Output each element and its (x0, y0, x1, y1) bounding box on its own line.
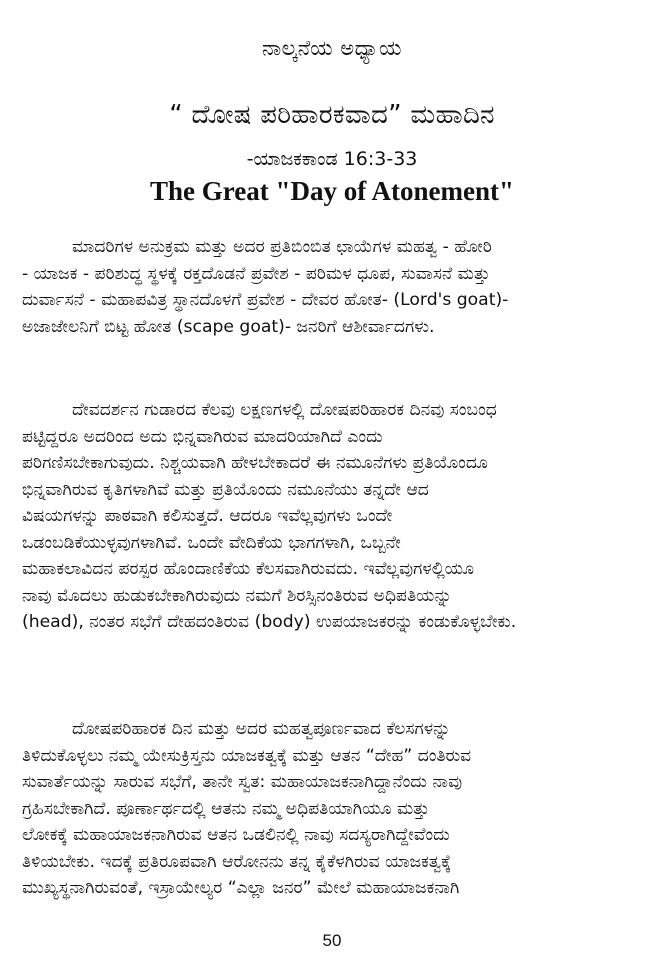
paragraph-line: ದೋಷಪರಿಹಾರಕ ದಿನ ಮತ್ತು ಅದರ ಮಹತ್ವಪೂರ್ಣವಾದ ಕೆಲಸಗಳನ್ನು (72, 719, 451, 739)
page-number: 50 (322, 931, 342, 950)
scripture-reference: -ಯಾಜಕಕಾಂಡ 16:3-33 (246, 148, 418, 170)
paragraph-line: ಮಹಾಕಲಾವಿದನ ಪರಸ್ಪರ ಹೊಂದಾಣಿಕೆಯ ಕೆಲಸವಾಗಿರುವದು. ಇವೆಲ್ಲವುಗಳಲ್ಲಿಯೂ (22, 559, 475, 579)
paragraph-line: ಭಿನ್ನವಾಗಿರುವ ಕೃತಿಗಳಾಗಿವೆ ಮತ್ತು ಪ್ರತಿಯೊಂದು ನಮೂನೆಯು ತನ್ನದೇ ಆದ (22, 479, 429, 500)
paragraph-line: ತಿಳಿದುಕೊಳ್ಳಲು ನಮ್ಮ ಯೇಸುಕ್ರಿಸ್ತನು ಯಾಜಕತ್ವಕ್ಕೆ ಮತ್ತು ಆತನ “ದೇಹ” ದಂತಿರುವ (22, 745, 472, 766)
paragraph-tabernacle (22, 397, 634, 636)
paragraph-line: ಪಟ್ಟಿದ್ದರೂ ಅದರಿಂದ ಅದು ಭಿನ್ನವಾಗಿರುವ ಮಾದರಿಯಾಗಿದೆ ಎಂದು (22, 426, 383, 447)
paragraph-line: (head), ನಂತರ ಸಭೆಗೆ ದೇಹದಂತಿರುವ (body) ಉಪಯಾಜಕರನ್ನು ಕಂಡುಕೊಳ್ಳಬೇಕು. (22, 612, 517, 632)
paragraph-line: ಅಜಾಜೇಲನಿಗೆ ಬಿಟ್ಟ ಹೋತ (scape goat)- ಜನರಿಗೆ ಆಶೀರ್ವಾದಗಳು. (22, 316, 435, 337)
paragraph-line: ಲೋಕಕ್ಕೆ ಮಹಾಯಾಜಕನಾಗಿರುವ ಆತನ ಒಡಲಿನಲ್ಲಿ ನಾವು ಸದಸ್ಯರಾಗಿದ್ದೇವೆಂದು (22, 825, 450, 845)
paragraph-line: ಮಾದರಿಗಳ ಅನುಕ್ರಮ ಮತ್ತು ಅದರ ಪ್ರತಿಬಿಂಬಿತ ಛಾಯೆಗಳ ಮಹತ್ವ - ಹೋರಿ (72, 237, 492, 257)
paragraph-line: ಒಡಂಬಡಿಕೆಯುಳ್ಳವುಗಳಾಗಿವೆ. ಒಂದೇ ವೇದಿಕೆಯ ಭಾಗಗಳಾಗಿ, ಒಬ್ಬನೇ (22, 532, 401, 553)
paragraph-line: - ಯಾಜಕ - ಪರಿಶುದ್ಧ ಸ್ಥಳಕ್ಕೆ ರಕ್ತದೊಡನೆ ಪ್ರವೇಶ - ಪರಿಮಳ ಧೂಪ, ಸುವಾಸನೆ ಮತ್ತು (22, 263, 491, 284)
chapter-heading: ನಾಲ್ಕನೆಯ ಅಧ್ಯಾಯ (262, 36, 402, 60)
paragraph-line: ದುರ್ವಾಸನೆ - ಮಹಾಪವಿತ್ರ ಸ್ಥಾನದೊಳಗೆ ಪ್ರವೇಶ - ದೇವರ ಹೋತ- (Lord's goat)- (22, 290, 509, 310)
chapter-title-kannada: “ ದೋಷ ಪರಿಹಾರಕವಾದ” ಮಹಾದಿನ (169, 100, 495, 130)
paragraph-line: ತಿಳಿಯಬೇಕು. ಇದಕ್ಕೆ ಪ್ರತಿರೂಪವಾಗಿ ಆರೋನನು ತನ್ನ ಕೈಕೆಳಗಿರುವ ಯಾಜಕತ್ವಕ್ಕೆ (22, 851, 452, 872)
paragraph-line: ನಾವು ಮೊದಲು ಹುಡುಕಬೇಕಾಗಿರುವುದು ನಮಗೆ ಶಿರಸ್ಸಿನಂತಿರುವ ಅಧಿಪತಿಯನ್ನು (22, 585, 452, 606)
paragraph-line: ಗ್ರಹಿಸಬೇಕಾಗಿದೆ. ಪೂರ್ಣಾರ್ಥದಲ್ಲಿ ಆತನು ನಮ್ಮ ಅಧಿಪತಿಯಾಗಿಯೂ ಮತ್ತು (22, 798, 430, 819)
paragraph-atonement (22, 716, 634, 902)
paragraph-line: ಪರಿಗಣಿಸಬೇಕಾಗುವುದು. ನಿಶ್ಚಯವಾಗಿ ಹೇಳಬೇಕಾದರೆ ಈ ನಮೂನೆಗಳು ಪ್ರತಿಯೊಂದೂ (22, 453, 488, 473)
paragraph-line: ಮುಖ್ಯಸ್ಥನಾಗಿರುವಂತೆ, ಇಸ್ರಾಯೇಲ್ಯರ “ಎಲ್ಲಾ ಜನರ” ಮೇಲೆ ಮಹಾಯಾಜಕನಾಗಿ (22, 878, 460, 898)
paragraph-line: ವಿಷಯಗಳನ್ನು ಪಾಠವಾಗಿ ಕಲಿಸುತ್ತದೆ. ಆದರೂ ಇವೆಲ್ಲವುಗಳು ಒಂದೇ (22, 506, 393, 526)
paragraph-line: ಸುವಾರ್ತೆಯನ್ನು ಸಾರುವ ಸಭೆಗೆ, ತಾನೇ ಸ್ವತ: ಮಹಾಯಾಜಕನಾಗಿದ್ದಾನೆಂದು ನಾವು (22, 772, 463, 792)
paragraph-summary (22, 234, 634, 340)
chapter-title-english: The Great "Day of Atonement" (150, 176, 514, 206)
paragraph-line: ದೇವದರ್ಶನ ಗುಡಾರದ ಕೆಲವು ಲಕ್ಷಣಗಳಲ್ಲಿ ದೋಷಪರಿಹಾರಕ ದಿನವು ಸಂಬಂಧ (72, 400, 497, 420)
